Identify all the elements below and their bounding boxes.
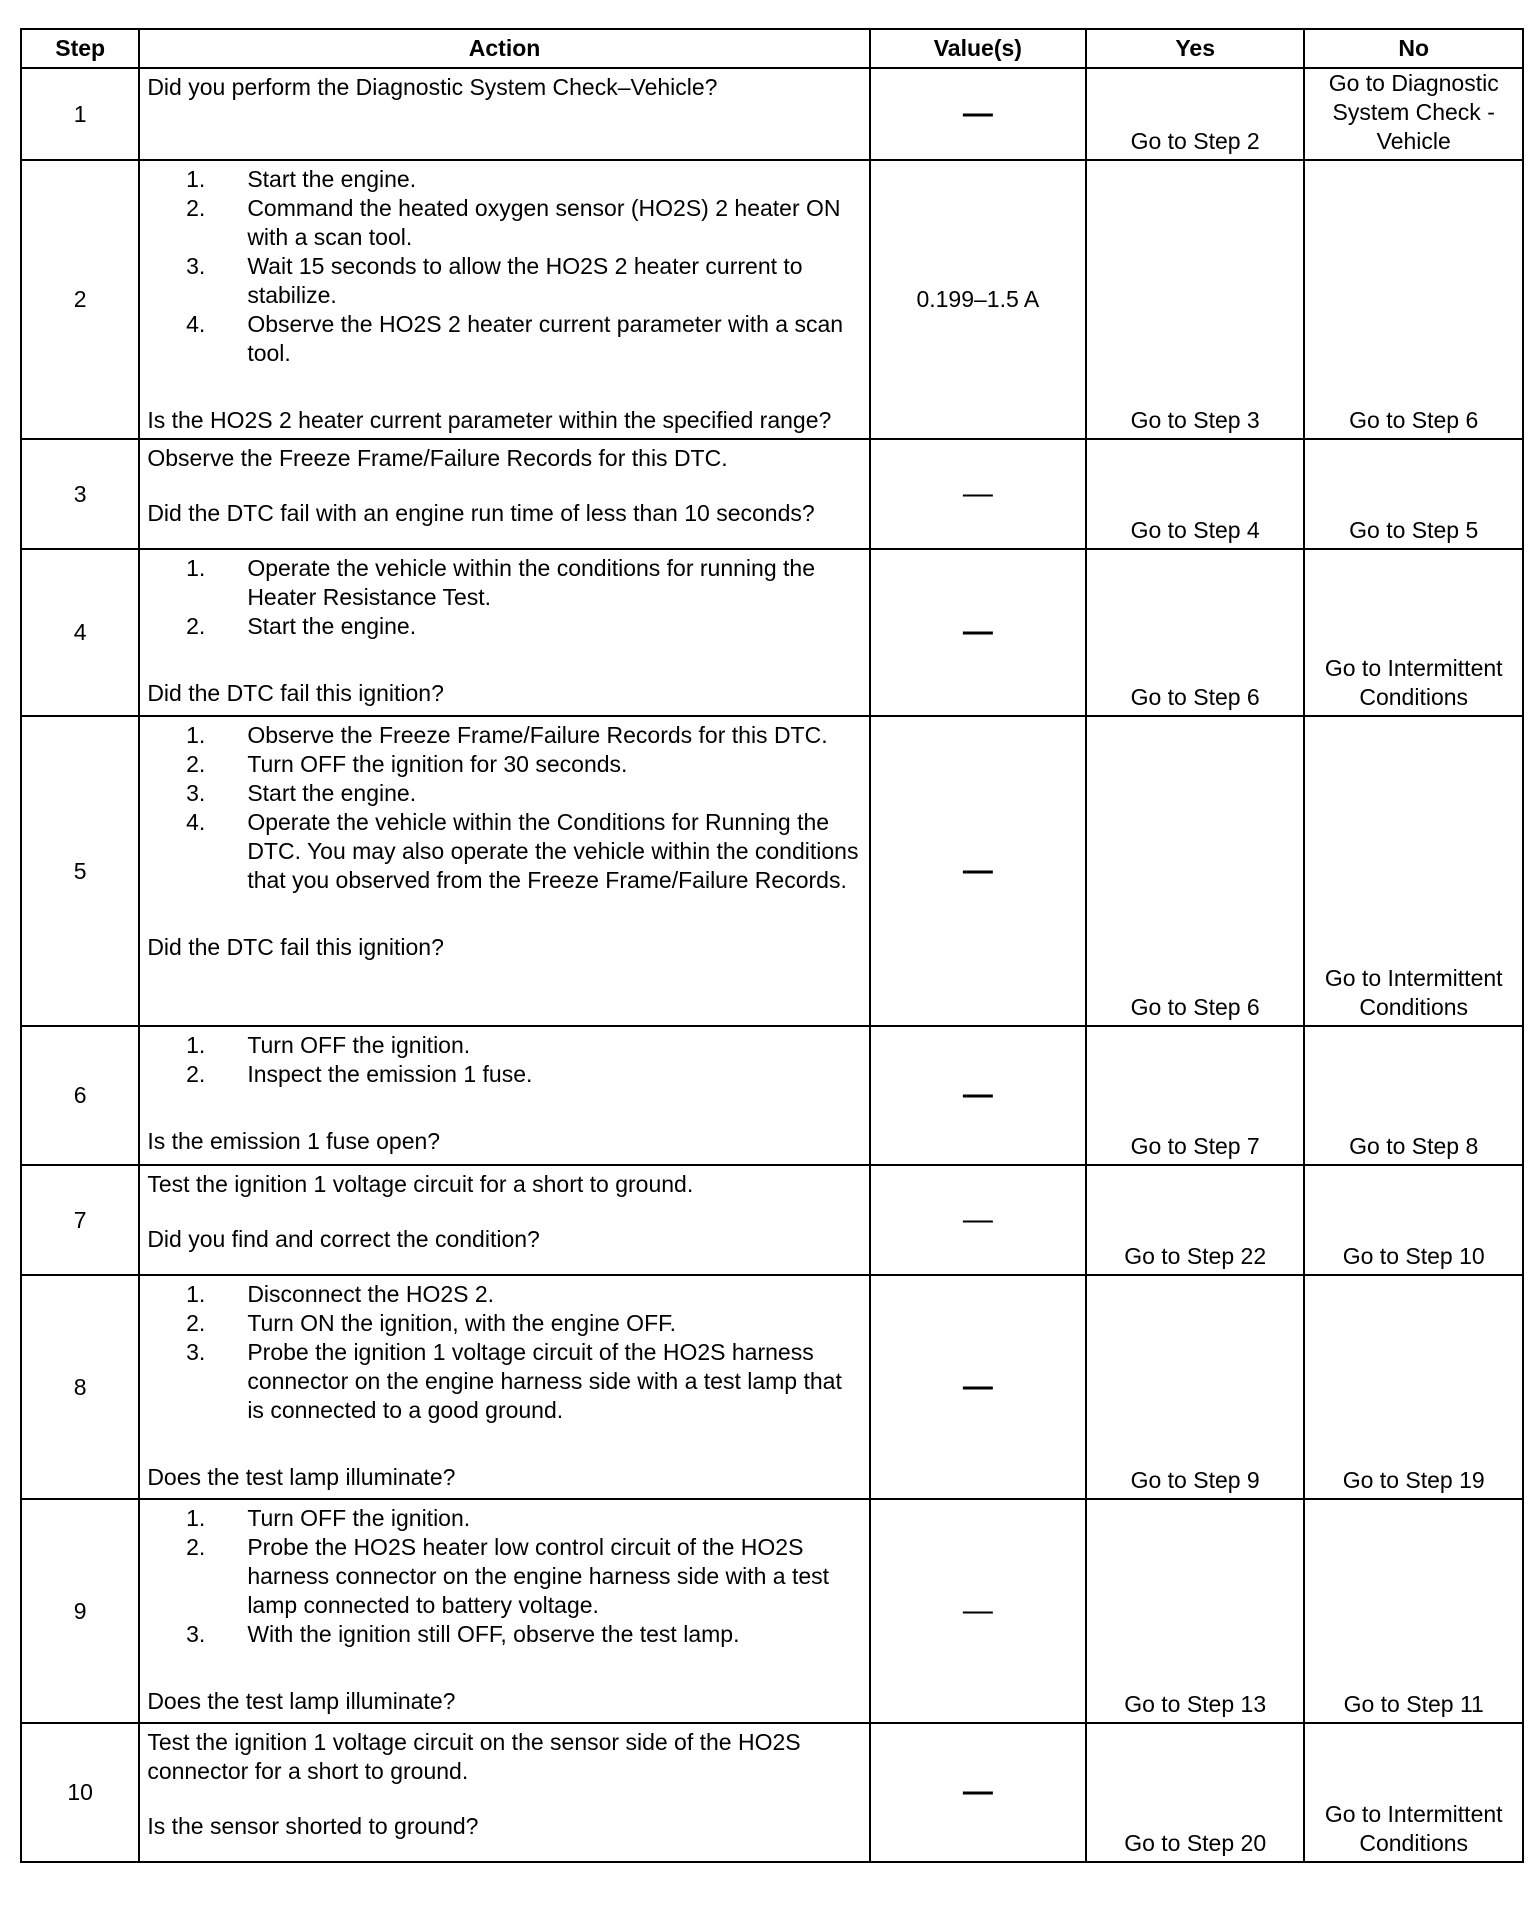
no-cell: Go to Intermittent Conditions — [1304, 549, 1523, 716]
no-cell: Go to Step 6 — [1304, 160, 1523, 439]
value-cell — [870, 1723, 1086, 1862]
yes-cell: Go to Step 20 — [1086, 1723, 1305, 1862]
table-row — [21, 160, 1523, 439]
no-cell: Go to Step 8 — [1304, 1026, 1523, 1165]
table-row — [21, 1723, 1523, 1862]
action-step-item: 1. Disconnect the HO2S 2. — [186, 1281, 495, 1307]
table-row — [21, 68, 1523, 160]
header-no: No — [1304, 29, 1523, 68]
action-question: Did the DTC fail this ignition? — [147, 934, 444, 960]
value-cell — [870, 716, 1086, 1026]
step-number: 7 — [21, 1165, 139, 1275]
step-number: 1 — [21, 68, 139, 160]
value-text: — — [962, 1593, 993, 1627]
value-text: — — [962, 1078, 993, 1111]
action-cell — [139, 160, 869, 439]
value-cell — [870, 1165, 1086, 1275]
action-step-item: 4. Operate the vehicle within the Conditions for Running the DTC. You may also operate the vehicle within the conditions that you observed from the Freeze Frame/Failure Records. — [186, 809, 859, 893]
action-steps — [147, 165, 862, 368]
action-cell — [139, 716, 869, 1026]
action-question: Is the HO2S 2 heater current parameter within the specified range? — [147, 407, 832, 433]
action-step-item: 1. Turn OFF the ignition. — [186, 1505, 471, 1531]
action-step-item: 2. Turn OFF the ignition for 30 seconds. — [186, 751, 628, 777]
action-step-item: 1. Operate the vehicle within the conditions for running the Heater Resistance Test. — [186, 555, 815, 610]
header-step: Step — [21, 29, 139, 68]
value-text: — — [962, 96, 993, 130]
no-cell: Go to Step 11 — [1304, 1499, 1523, 1723]
no-cell: Go to Intermittent Conditions — [1304, 716, 1523, 1026]
action-intro: Test the ignition 1 voltage circuit for a short to ground. — [147, 1171, 694, 1197]
action-step-item: 2. Probe the HO2S heater low control circuit of the HO2S harness connector on the engine harness side with a test lamp connected to battery voltage. — [186, 1534, 830, 1618]
value-cell: 0.199–1.5 A — [870, 160, 1086, 439]
value-cell — [870, 1026, 1086, 1165]
header-action: Action — [139, 29, 869, 68]
value-cell — [870, 549, 1086, 716]
action-step-item: 1. Observe the Freeze Frame/Failure Records for this DTC. — [186, 722, 828, 748]
action-step-item: 3. Start the engine. — [186, 780, 417, 806]
step-number: 6 — [21, 1026, 139, 1165]
value-text: — — [962, 1775, 993, 1808]
action-step-item: 3. Probe the ignition 1 voltage circuit of the HO2S harness connector on the engine harness side with a test lamp that is connected to a good ground. — [186, 1339, 842, 1423]
yes-cell: Go to Step 2 — [1086, 68, 1305, 160]
header-yes: Yes — [1086, 29, 1305, 68]
step-number: 10 — [21, 1723, 139, 1862]
table-row — [21, 1275, 1523, 1499]
value-text: — — [962, 476, 993, 510]
action-step-item: 4. Observe the HO2S 2 heater current parameter with a scan tool. — [186, 311, 844, 366]
yes-cell: Go to Step 22 — [1086, 1165, 1305, 1275]
action-step-item: 3. With the ignition still OFF, observe the test lamp. — [186, 1621, 740, 1647]
no-cell: Go to Intermittent Conditions — [1304, 1723, 1523, 1862]
action-cell — [139, 549, 869, 716]
value-cell — [870, 1499, 1086, 1723]
action-cell — [139, 439, 869, 549]
value-cell — [870, 1275, 1086, 1499]
yes-cell: Go to Step 7 — [1086, 1026, 1305, 1165]
no-cell: Go to Diagnostic System Check - Vehicle — [1304, 68, 1523, 160]
action-question: Is the sensor shorted to ground? — [147, 1813, 479, 1839]
action-steps — [147, 1504, 862, 1649]
step-number: 3 — [21, 439, 139, 549]
value-text: — — [962, 615, 993, 648]
header-values: Value(s) — [870, 29, 1086, 68]
action-step-item: 2. Inspect the emission 1 fuse. — [186, 1061, 533, 1087]
yes-cell: Go to Step 13 — [1086, 1499, 1305, 1723]
action-step-item: 1. Turn OFF the ignition. — [186, 1032, 471, 1058]
table-row — [21, 716, 1523, 1026]
value-text: — — [962, 1202, 993, 1236]
action-cell — [139, 1026, 869, 1165]
action-step-item: 2. Start the engine. — [186, 613, 417, 639]
action-steps — [147, 1280, 862, 1425]
table-row — [21, 549, 1523, 716]
step-number: 2 — [21, 160, 139, 439]
diagnostic-table — [20, 28, 1524, 1863]
action-steps — [147, 721, 862, 895]
diagnostic-table-sheet — [20, 28, 1524, 1863]
no-cell: Go to Step 5 — [1304, 439, 1523, 549]
action-question: Does the test lamp illuminate? — [147, 1688, 456, 1714]
value-cell — [870, 68, 1086, 160]
table-row — [21, 1499, 1523, 1723]
action-steps — [147, 554, 862, 641]
action-cell — [139, 1499, 869, 1723]
step-number: 5 — [21, 716, 139, 1026]
value-text: — — [962, 853, 993, 887]
action-intro: Test the ignition 1 voltage circuit on the sensor side of the HO2S connector for a short to ground. — [147, 1729, 801, 1784]
table-row — [21, 1165, 1523, 1275]
yes-cell: Go to Step 3 — [1086, 160, 1305, 439]
step-number: 8 — [21, 1275, 139, 1499]
action-step-item: 3. Wait 15 seconds to allow the HO2S 2 heater current to stabilize. — [186, 253, 803, 308]
action-question: Is the emission 1 fuse open? — [147, 1128, 441, 1154]
table-row — [21, 1026, 1523, 1165]
action-cell — [139, 1275, 869, 1499]
header-row — [21, 29, 1523, 68]
action-steps — [147, 1031, 862, 1089]
no-cell: Go to Step 19 — [1304, 1275, 1523, 1499]
step-number: 9 — [21, 1499, 139, 1723]
action-question: Did the DTC fail this ignition? — [147, 680, 444, 706]
action-step-item: 2. Command the heated oxygen sensor (HO2S) 2 heater ON with a scan tool. — [186, 195, 841, 250]
action-cell — [139, 1723, 869, 1862]
action-cell — [139, 68, 869, 160]
yes-cell: Go to Step 6 — [1086, 549, 1305, 716]
action-step-item: 1. Start the engine. — [186, 166, 417, 192]
yes-cell: Go to Step 9 — [1086, 1275, 1305, 1499]
step-number: 4 — [21, 549, 139, 716]
action-step-item: 2. Turn ON the ignition, with the engine OFF. — [186, 1310, 677, 1336]
yes-cell: Go to Step 4 — [1086, 439, 1305, 549]
value-cell — [870, 439, 1086, 549]
action-intro: Observe the Freeze Frame/Failure Records for this DTC. — [147, 445, 728, 471]
value-text: — — [962, 1369, 993, 1403]
action-question: Did you perform the Diagnostic System Check–Vehicle? — [147, 74, 718, 100]
yes-cell: Go to Step 6 — [1086, 716, 1305, 1026]
no-cell: Go to Step 10 — [1304, 1165, 1523, 1275]
action-cell — [139, 1165, 869, 1275]
action-question: Did you find and correct the condition? — [147, 1226, 540, 1252]
action-question: Did the DTC fail with an engine run time of less than 10 seconds? — [147, 500, 815, 526]
action-question: Does the test lamp illuminate? — [147, 1464, 456, 1490]
table-row — [21, 439, 1523, 549]
